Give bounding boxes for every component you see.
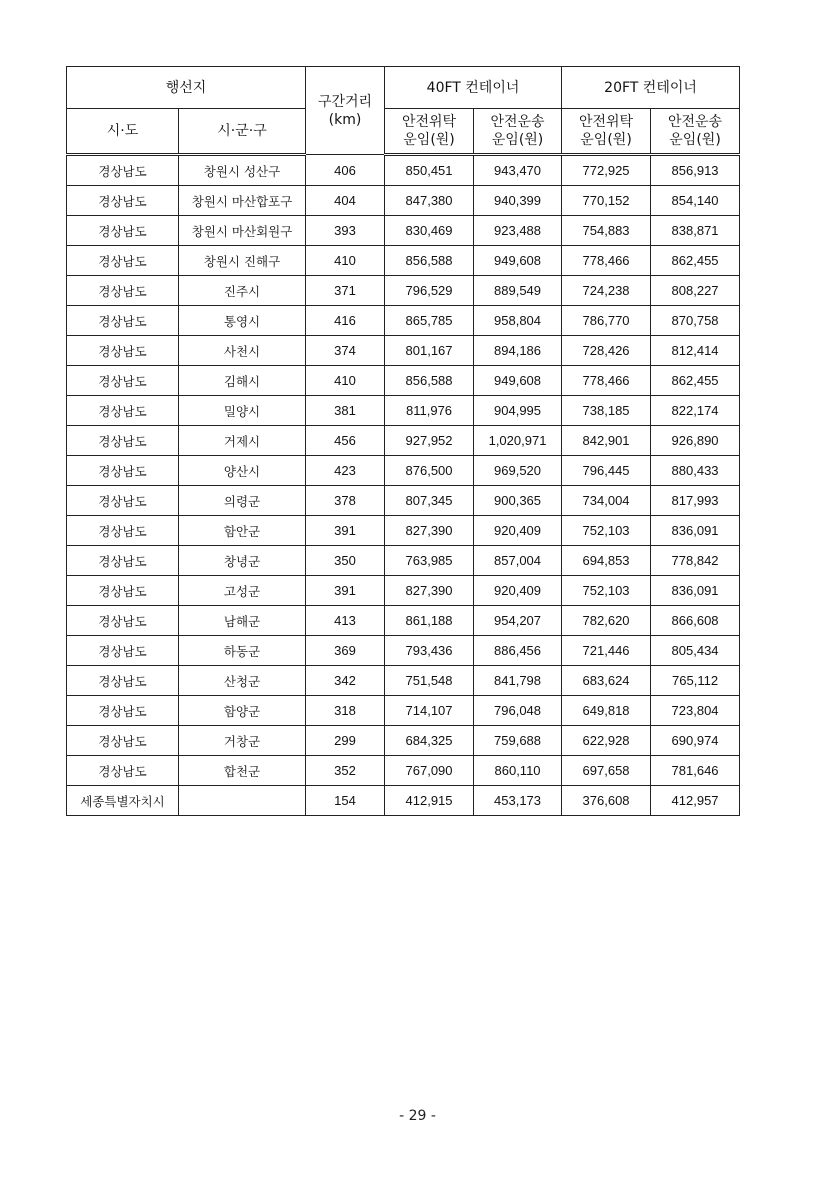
- header-city: 시·군·구: [179, 109, 306, 155]
- cell-province: 경상남도: [67, 636, 179, 666]
- table-row: [67, 336, 740, 366]
- cell-city: 창원시 진해구: [179, 246, 306, 276]
- cell-city: 함안군: [179, 516, 306, 546]
- cell-20ft-transport: 822,174: [651, 396, 740, 426]
- cell-province: 경상남도: [67, 696, 179, 726]
- cell-20ft-transport: 838,871: [651, 216, 740, 246]
- cell-province: 경상남도: [67, 606, 179, 636]
- page-number: - 29 -: [399, 1108, 436, 1124]
- cell-40ft-transport: 841,798: [474, 666, 562, 696]
- cell-40ft-transport: 958,804: [474, 306, 562, 336]
- table-row: [67, 636, 740, 666]
- cell-20ft-consign: 842,901: [562, 426, 651, 456]
- cell-province: 경상남도: [67, 756, 179, 786]
- cell-40ft-transport: 949,608: [474, 366, 562, 396]
- table-row: [67, 216, 740, 246]
- cell-province: 경상남도: [67, 426, 179, 456]
- table-row: [67, 576, 740, 606]
- cell-40ft-consign: 856,588: [385, 366, 474, 396]
- cell-city: 창원시 마산회원구: [179, 216, 306, 246]
- header-20ft-consign-line2: 운임(원): [580, 132, 632, 148]
- cell-20ft-transport: 690,974: [651, 726, 740, 756]
- cell-40ft-transport: 860,110: [474, 756, 562, 786]
- cell-city: 하동군: [179, 636, 306, 666]
- cell-20ft-consign: 649,818: [562, 696, 651, 726]
- cell-20ft-consign: 796,445: [562, 456, 651, 486]
- cell-distance: 154: [306, 786, 385, 816]
- cell-20ft-consign: 752,103: [562, 516, 651, 546]
- cell-distance: 456: [306, 426, 385, 456]
- cell-20ft-consign: 786,770: [562, 306, 651, 336]
- cell-city: 고성군: [179, 576, 306, 606]
- cell-40ft-consign: 684,325: [385, 726, 474, 756]
- cell-province: 경상남도: [67, 546, 179, 576]
- table-row: [67, 606, 740, 636]
- cell-distance: 413: [306, 606, 385, 636]
- cell-40ft-consign: 850,451: [385, 155, 474, 186]
- cell-city: 창원시 성산구: [179, 155, 306, 186]
- cell-city: 사천시: [179, 336, 306, 366]
- cell-20ft-consign: 622,928: [562, 726, 651, 756]
- cell-20ft-consign: 754,883: [562, 216, 651, 246]
- cell-city: 함양군: [179, 696, 306, 726]
- cell-distance: 404: [306, 186, 385, 216]
- cell-province: 경상남도: [67, 155, 179, 186]
- cell-20ft-consign: 694,853: [562, 546, 651, 576]
- cell-city: 김해시: [179, 366, 306, 396]
- table-row: [67, 546, 740, 576]
- table-row: [67, 786, 740, 816]
- cell-city: 합천군: [179, 756, 306, 786]
- cell-city: 거제시: [179, 426, 306, 456]
- cell-distance: 391: [306, 516, 385, 546]
- table-row: [67, 726, 740, 756]
- cell-province: 세종특별자치시: [67, 786, 179, 816]
- cell-40ft-transport: 923,488: [474, 216, 562, 246]
- cell-40ft-transport: 796,048: [474, 696, 562, 726]
- cell-city: 양산시: [179, 456, 306, 486]
- header-40ft-transport-line1: 안전운송: [490, 114, 545, 130]
- cell-20ft-consign: 728,426: [562, 336, 651, 366]
- cell-distance: 391: [306, 576, 385, 606]
- cell-city: 창원시 마산합포구: [179, 186, 306, 216]
- cell-distance: 410: [306, 366, 385, 396]
- cell-40ft-consign: 856,588: [385, 246, 474, 276]
- cell-province: 경상남도: [67, 336, 179, 366]
- cell-city: 거창군: [179, 726, 306, 756]
- cell-distance: 374: [306, 336, 385, 366]
- cell-40ft-transport: 759,688: [474, 726, 562, 756]
- cell-distance: 381: [306, 396, 385, 426]
- cell-20ft-consign: 770,152: [562, 186, 651, 216]
- header-route: 행선지: [67, 67, 306, 109]
- cell-20ft-consign: 738,185: [562, 396, 651, 426]
- header-20ft-transport: [651, 109, 740, 155]
- cell-20ft-consign: 683,624: [562, 666, 651, 696]
- cell-20ft-consign: 734,004: [562, 486, 651, 516]
- cell-distance: 299: [306, 726, 385, 756]
- header-20ft-transport-line2: 운임(원): [669, 132, 721, 148]
- cell-40ft-consign: 861,188: [385, 606, 474, 636]
- cell-20ft-consign: 778,466: [562, 246, 651, 276]
- freight-rate-table: [66, 66, 740, 816]
- cell-province: 경상남도: [67, 486, 179, 516]
- cell-distance: 318: [306, 696, 385, 726]
- cell-20ft-consign: 752,103: [562, 576, 651, 606]
- cell-40ft-consign: 763,985: [385, 546, 474, 576]
- cell-distance: 410: [306, 246, 385, 276]
- header-20ft-consign-line1: 안전위탁: [578, 114, 634, 130]
- cell-20ft-consign: 376,608: [562, 786, 651, 816]
- cell-40ft-transport: 949,608: [474, 246, 562, 276]
- cell-province: 경상남도: [67, 216, 179, 246]
- cell-province: 경상남도: [67, 666, 179, 696]
- cell-city: 남해군: [179, 606, 306, 636]
- cell-distance: 352: [306, 756, 385, 786]
- cell-20ft-consign: 721,446: [562, 636, 651, 666]
- cell-40ft-consign: 811,976: [385, 396, 474, 426]
- header-province: 시·도: [67, 109, 179, 155]
- header-20ft-transport-line1: 안전운송: [667, 114, 723, 130]
- cell-distance: 416: [306, 306, 385, 336]
- cell-city: [179, 786, 306, 816]
- cell-province: 경상남도: [67, 276, 179, 306]
- table-row: [67, 486, 740, 516]
- cell-40ft-consign: 827,390: [385, 576, 474, 606]
- cell-40ft-consign: 927,952: [385, 426, 474, 456]
- header-40ft-transport-line2: 운임(원): [491, 132, 544, 148]
- cell-distance: 342: [306, 666, 385, 696]
- table-row: [67, 456, 740, 486]
- cell-20ft-consign: 778,466: [562, 366, 651, 396]
- cell-20ft-transport: 836,091: [651, 576, 740, 606]
- cell-province: 경상남도: [67, 186, 179, 216]
- table-header: [67, 67, 740, 155]
- cell-40ft-transport: 904,995: [474, 396, 562, 426]
- cell-20ft-transport: 836,091: [651, 516, 740, 546]
- cell-40ft-transport: 894,186: [474, 336, 562, 366]
- table-row: [67, 696, 740, 726]
- cell-40ft-transport: 940,399: [474, 186, 562, 216]
- cell-province: 경상남도: [67, 246, 179, 276]
- cell-20ft-transport: 808,227: [651, 276, 740, 306]
- cell-20ft-transport: 856,913: [651, 155, 740, 186]
- cell-province: 경상남도: [67, 396, 179, 426]
- cell-city: 진주시: [179, 276, 306, 306]
- cell-province: 경상남도: [67, 456, 179, 486]
- table-row: [67, 186, 740, 216]
- cell-20ft-transport: 854,140: [651, 186, 740, 216]
- cell-distance: 423: [306, 456, 385, 486]
- table-row: [67, 366, 740, 396]
- header-40ft-consign: [385, 109, 474, 155]
- table-row: [67, 306, 740, 336]
- cell-distance: 350: [306, 546, 385, 576]
- cell-40ft-consign: 876,500: [385, 456, 474, 486]
- cell-distance: 406: [306, 155, 385, 186]
- header-40ft-consign-line2: 운임(원): [403, 132, 455, 148]
- table-row: [67, 756, 740, 786]
- header-20ft-group: 20FT 컨테이너: [562, 67, 740, 109]
- cell-20ft-transport: 812,414: [651, 336, 740, 366]
- table-row: [67, 155, 740, 186]
- table-row: [67, 426, 740, 456]
- cell-20ft-transport: 778,842: [651, 546, 740, 576]
- header-distance: [306, 67, 385, 155]
- cell-40ft-consign: 847,380: [385, 186, 474, 216]
- cell-40ft-transport: 943,470: [474, 155, 562, 186]
- cell-province: 경상남도: [67, 726, 179, 756]
- cell-distance: 369: [306, 636, 385, 666]
- table-row: [67, 276, 740, 306]
- cell-city: 의령군: [179, 486, 306, 516]
- header-distance-unit: (km): [328, 111, 362, 128]
- cell-40ft-consign: 767,090: [385, 756, 474, 786]
- cell-40ft-consign: 796,529: [385, 276, 474, 306]
- cell-20ft-transport: 926,890: [651, 426, 740, 456]
- cell-40ft-consign: 412,915: [385, 786, 474, 816]
- cell-city: 통영시: [179, 306, 306, 336]
- cell-40ft-transport: 900,365: [474, 486, 562, 516]
- cell-distance: 378: [306, 486, 385, 516]
- cell-20ft-transport: 765,112: [651, 666, 740, 696]
- cell-40ft-transport: 920,409: [474, 576, 562, 606]
- cell-40ft-transport: 920,409: [474, 516, 562, 546]
- cell-20ft-transport: 723,804: [651, 696, 740, 726]
- cell-40ft-transport: 969,520: [474, 456, 562, 486]
- cell-40ft-consign: 807,345: [385, 486, 474, 516]
- cell-20ft-transport: 870,758: [651, 306, 740, 336]
- cell-40ft-consign: 801,167: [385, 336, 474, 366]
- table-body: [67, 155, 740, 816]
- cell-40ft-consign: 714,107: [385, 696, 474, 726]
- cell-40ft-consign: 751,548: [385, 666, 474, 696]
- cell-20ft-transport: 412,957: [651, 786, 740, 816]
- cell-40ft-consign: 865,785: [385, 306, 474, 336]
- cell-40ft-transport: 954,207: [474, 606, 562, 636]
- cell-distance: 371: [306, 276, 385, 306]
- cell-20ft-transport: 805,434: [651, 636, 740, 666]
- cell-20ft-transport: 866,608: [651, 606, 740, 636]
- cell-40ft-transport: 889,549: [474, 276, 562, 306]
- cell-province: 경상남도: [67, 366, 179, 396]
- table-row: [67, 516, 740, 546]
- table-row: [67, 396, 740, 426]
- cell-40ft-transport: 886,456: [474, 636, 562, 666]
- table-row: [67, 246, 740, 276]
- cell-20ft-transport: 862,455: [651, 246, 740, 276]
- cell-20ft-transport: 862,455: [651, 366, 740, 396]
- cell-city: 산청군: [179, 666, 306, 696]
- cell-province: 경상남도: [67, 306, 179, 336]
- header-40ft-transport: [474, 109, 562, 155]
- cell-20ft-consign: 772,925: [562, 155, 651, 186]
- cell-20ft-consign: 782,620: [562, 606, 651, 636]
- cell-40ft-transport: 453,173: [474, 786, 562, 816]
- header-distance-label: 구간거리: [317, 93, 373, 110]
- header-20ft-consign: [562, 109, 651, 155]
- cell-40ft-consign: 830,469: [385, 216, 474, 246]
- cell-20ft-transport: 781,646: [651, 756, 740, 786]
- cell-20ft-transport: 817,993: [651, 486, 740, 516]
- cell-40ft-transport: 1,020,971: [474, 426, 562, 456]
- cell-city: 밀양시: [179, 396, 306, 426]
- cell-20ft-transport: 880,433: [651, 456, 740, 486]
- cell-city: 창녕군: [179, 546, 306, 576]
- cell-province: 경상남도: [67, 516, 179, 546]
- cell-20ft-consign: 724,238: [562, 276, 651, 306]
- header-40ft-group: 40FT 컨테이너: [385, 67, 562, 109]
- cell-20ft-consign: 697,658: [562, 756, 651, 786]
- cell-40ft-transport: 857,004: [474, 546, 562, 576]
- cell-distance: 393: [306, 216, 385, 246]
- header-40ft-consign-line1: 안전위탁: [401, 114, 457, 130]
- cell-40ft-consign: 827,390: [385, 516, 474, 546]
- cell-province: 경상남도: [67, 576, 179, 606]
- cell-40ft-consign: 793,436: [385, 636, 474, 666]
- table-row: [67, 666, 740, 696]
